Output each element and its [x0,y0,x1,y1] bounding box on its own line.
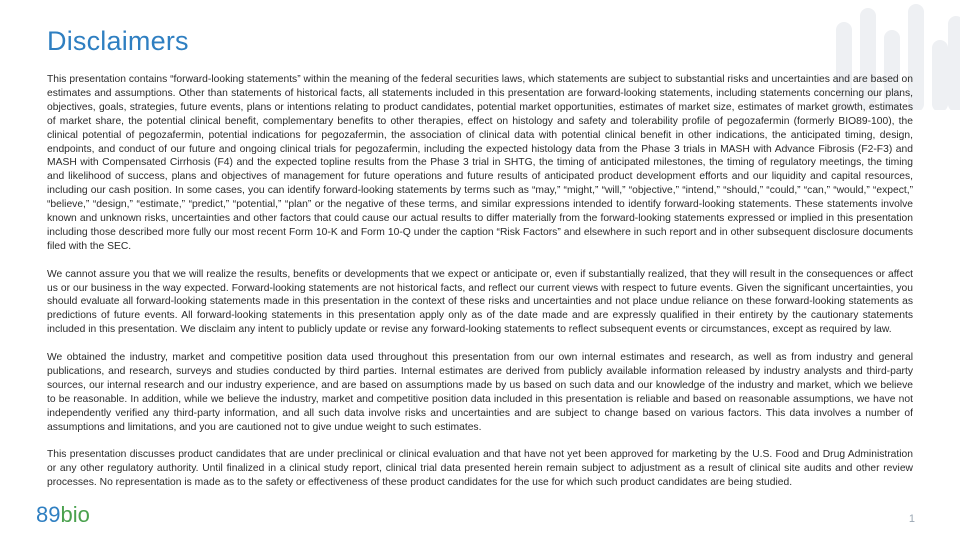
disclaimer-body [47,73,913,504]
disclaimer-paragraph: We cannot assure you that we will realize the results, benefits or developments that we expect or anticipate or, even if substantially realized, that they will result in the consequences or affect us or our business in the way expected. Forward-looking statements are not historical facts, and reflect our current views with respect to future events. Given the significant uncertainties, you should evaluate all forward-looking statements made in this presentation in the context of these risks and uncertainties and not place undue reliance on these forward-looking statements as predictions of future events. All forward-looking statements in this presentation apply only as of the date made and are expressly qualified in their entirety by the cautionary statements included in this presentation. We disclaim any intent to publicly update or revise any forward-looking statements to reflect subsequent events or circumstances, except as required by law. [47,268,913,336]
page-number: 1 [908,513,915,525]
disclaimer-paragraph: This presentation contains “forward-looking statements” within the meaning of the federal securities laws, which statements are subject to substantial risks and uncertainties and are based on estimates and assumptions. Other than statements of historical facts, all statements included in this presentation are forward-looking statements, including statements concerning our plans, objectives, goals, strategies, future events, plans or intentions relating to product candidates, potential market opportunities, estimates of market size, estimates of market growth, estimates of market share, the potential clinical benefit, complementary benefits to other therapies, effect on histology and safety and tolerability profile of pegozafermin (formerly BIO89-100), the clinical potential of pegozafermin, potential indications for pegozafermin, the association of clinical data with potential clinical benefit in other indications, the anticipated timing, design, endpoints, and conduct of our future and ongoing clinical trials for pegozafermin, including the expected histology data from the Phase 3 trials in MASH with Advance Fibrosis (F2-F3) and MASH with Compensated Cirrhosis (F4) and the expected topline results from the Phase 3 trial in SHTG, the timing of anticipated milestones, the timing of regulatory meetings, the timing and likelihood of success, plans and objectives of management for future operations and future results of anticipated product development efforts and our liquidity and capital resources, including our cash position. In some cases, you can identify forward-looking statements by terms such as “may,” “might,” “will,” “objective,” “intend,” “should,” “could,” “can,” “would,” “expect,” “believe,” “design,” “estimate,” “predict,” “potential,” “plan” or the negative of these terms, and similar expressions intended to identify forward-looking statements. These statements involve known and unknown risks, uncertainties and other factors that could cause our actual results to differ materially from the forward-looking statements expressed or implied in this presentation including those described more fully our most recent Form 10-K and Form 10-Q under the caption “Risk Factors” and elsewhere in such report and in other subsequent disclosure documents filed with the SEC. [47,74,913,252]
logo-word: bio [60,502,90,527]
logo-number: 89 [36,502,61,527]
logo-wordmark [36,503,90,527]
disclaimer-paragraph: We obtained the industry, market and competitive position data used throughout this presentation from our own internal estimates and research, as well as from industry and general publications, and research, surveys and studies conducted by third parties. Internal estimates are derived from publicly available information released by industry analysts and third-party sources, our internal research and our industry experience, and are based on assumptions made by us based on such data and our knowledge of the industry and market, which we believe to be reasonable. In addition, while we believe the industry, market and competitive position data included in this presentation is reliable and based on reasonable assumptions, we have not independently verified any third-party information, and all such data involve risks and uncertainties and are subject to change based on various factors. This data involves a number of assumptions and limitations, and you are cautioned not to give undue weight to such estimates. [47,352,913,433]
company-logo [36,503,106,527]
disclaimer-paragraph: This presentation discusses product candidates that are under preclinical or clinical evaluation and that have not yet been approved for marketing by the U.S. Food and Drug Administration or any other regulatory authority. Until finalized in a clinical study report, clinical trial data presented herein remain subject to adjustment as a result of clinical site audits and other review processes. No representation is made as to the safety or effectiveness of these product candidates for the use for which such product candidates are being studied. [47,449,913,489]
page-title: Disclaimers [47,26,189,56]
